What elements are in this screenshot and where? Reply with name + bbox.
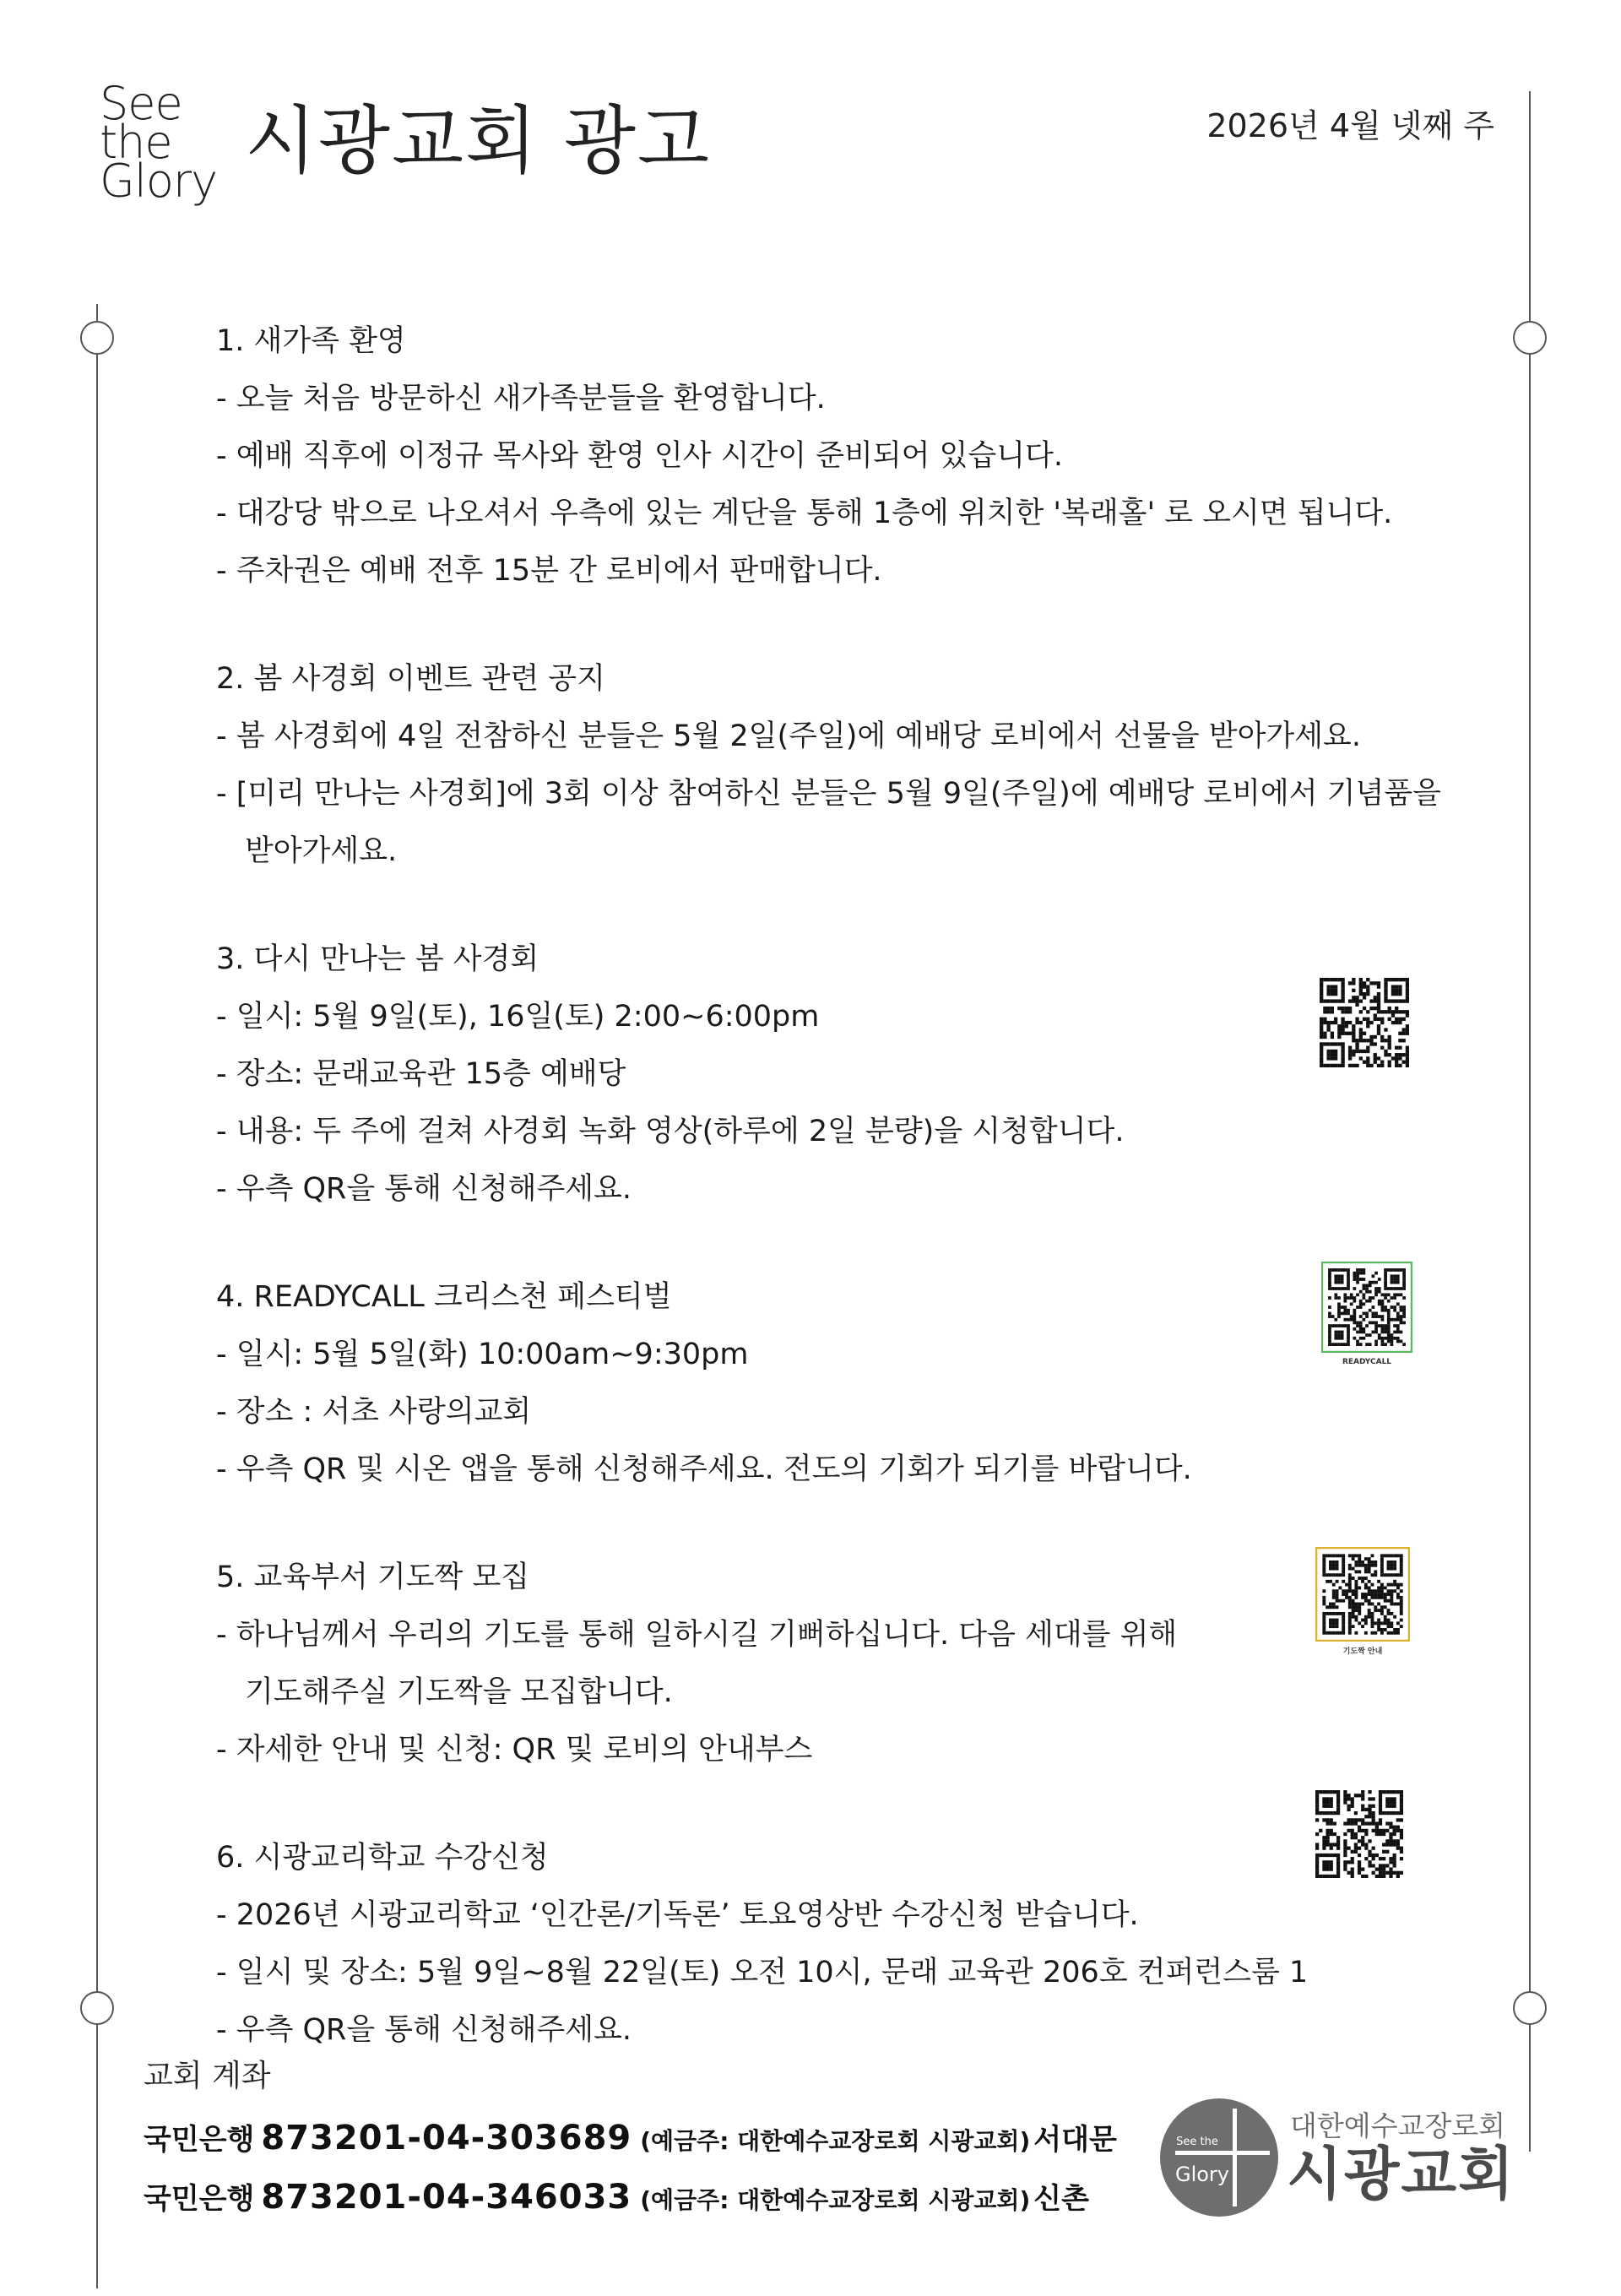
section-line: 기도해주실 기도짝을 모집합니다. — [245, 1675, 673, 1709]
announcement-section — [216, 650, 1441, 880]
account-number: 873201-04-346033 — [261, 2178, 632, 2217]
section-line: - 일시: 5월 9일(토), 16일(토) 2:00~6:00pm — [216, 1000, 820, 1034]
logo-line: Glory — [100, 155, 218, 208]
emblem-text: Glory — [1174, 2163, 1230, 2186]
account-row — [144, 2116, 1117, 2158]
section-line: - 내용: 두 주에 걸쳐 사경회 녹화 영상(하루에 2일 분량)을 시청합니다. — [216, 1115, 1125, 1148]
section-line: - 예배 직후에 이정규 목사와 환영 인사 시간이 준비되어 있습니다. — [216, 439, 1063, 473]
bank-name: 국민은행 — [144, 2182, 255, 2216]
section-line: - 대강당 밖으로 나오셔서 우측에 있는 계단을 통해 1층에 위치한 '복래홀' 로 오시면 됩니다. — [216, 497, 1393, 530]
section-title: 2. 봄 사경회 이벤트 관련 공지 — [216, 662, 605, 696]
bulletin-date: 2026년 4월 넷째 주 — [1206, 107, 1494, 144]
account-branch: 서대문 — [1033, 2123, 1117, 2157]
section-line: - 주차권은 예배 전후 15분 간 로비에서 판매합니다. — [216, 554, 882, 588]
announcement-section — [216, 1549, 1331, 1778]
qr-caption: READYCALL — [1342, 1358, 1392, 1366]
announcement-section — [216, 1829, 1331, 2059]
qr-doctrine-school-icon[interactable] — [1315, 1790, 1403, 1878]
right-bottom-ring — [1513, 1991, 1547, 2025]
logo-line: the — [100, 116, 172, 169]
section-line: - 2026년 시광교리학교 ‘인간론/기독론’ 토요영상반 수강신청 받습니다. — [216, 1898, 1139, 1932]
section-title: 5. 교육부서 기도짝 모집 — [216, 1561, 530, 1594]
church-emblem-icon — [1158, 2097, 1280, 2218]
right-frame-line — [1529, 91, 1531, 2152]
announcement-section — [216, 931, 1331, 1218]
section-line: - 봄 사경회에 4일 전참하신 분들은 5월 2일(주일)에 예배당 로비에서 선물을 받아가세요. — [216, 719, 1361, 753]
account-number: 873201-04-303689 — [261, 2119, 632, 2158]
see-the-glory-logo — [100, 77, 218, 208]
emblem-small-text: See the — [1176, 2136, 1218, 2148]
section-line: 받아가세요. — [245, 834, 398, 868]
section-line: - 하나님께서 우리의 기도를 통해 일하시길 기뻐하십니다. 다음 세대를 위해 — [216, 1618, 1178, 1652]
section-line: - 장소: 문래교육관 15층 예배당 — [216, 1057, 626, 1091]
page-title: 시광교회 광고 — [245, 97, 712, 184]
denomination-name: 대한예수교장로회 — [1290, 2109, 1506, 2142]
church-name: 시광교회 — [1287, 2141, 1515, 2208]
bank-name: 국민은행 — [144, 2123, 255, 2157]
qr-caption: 기도짝 안내 — [1342, 1647, 1383, 1656]
section-title: 1. 새가족 환영 — [216, 324, 406, 358]
qr-readycall-icon[interactable] — [1321, 1262, 1412, 1353]
section-line: - 일시: 5월 5일(화) 10:00am~9:30pm — [216, 1338, 749, 1371]
section-title: 4. READYCALL 크리스천 페스티벌 — [216, 1280, 672, 1314]
account-branch: 신촌 — [1033, 2182, 1089, 2216]
qr-prayer-partner-icon[interactable] — [1315, 1547, 1410, 1642]
account-row — [144, 2175, 1089, 2217]
account-holder: (예금주: 대한예수교장로회 시광교회) — [640, 2186, 1031, 2214]
section-line: - 우측 QR 및 시온 앱을 통해 신청해주세요. 전도의 기회가 되기를 바랍니다. — [216, 1452, 1192, 1486]
left-bottom-ring — [80, 1991, 114, 2025]
announcement-section — [216, 312, 1393, 600]
section-line: - 장소 : 서초 사랑의교회 — [216, 1395, 532, 1429]
accounts-title: 교회 계좌 — [144, 2059, 271, 2093]
section-title: 6. 시광교리학교 수강신청 — [216, 1841, 549, 1875]
logo-line: See — [100, 77, 182, 130]
right-top-ring — [1513, 321, 1547, 355]
account-holder: (예금주: 대한예수교장로회 시광교회) — [640, 2127, 1031, 2155]
section-line: - 우측 QR을 통해 신청해주세요. — [216, 2013, 632, 2047]
section-line: - [미리 만나는 사경회]에 3회 이상 참여하신 분들은 5월 9일(주일)에 예배당 로비에서 기념품을 — [216, 777, 1441, 811]
section-line: - 우측 QR을 통해 신청해주세요. — [216, 1172, 632, 1206]
section-title: 3. 다시 만나는 봄 사경회 — [216, 942, 539, 976]
left-top-ring — [80, 321, 114, 355]
section-line: - 오늘 처음 방문하신 새가족분들을 환영합니다. — [216, 382, 826, 415]
section-line: - 일시 및 장소: 5월 9일~8월 22일(토) 오전 10시, 문래 교육관 206호 컨퍼런스룸 1 — [216, 1956, 1309, 1989]
announcement-section — [216, 1268, 1331, 1498]
section-line: - 자세한 안내 및 신청: QR 및 로비의 안내부스 — [216, 1733, 813, 1767]
qr-sasyeonghoe-icon[interactable] — [1320, 978, 1409, 1067]
